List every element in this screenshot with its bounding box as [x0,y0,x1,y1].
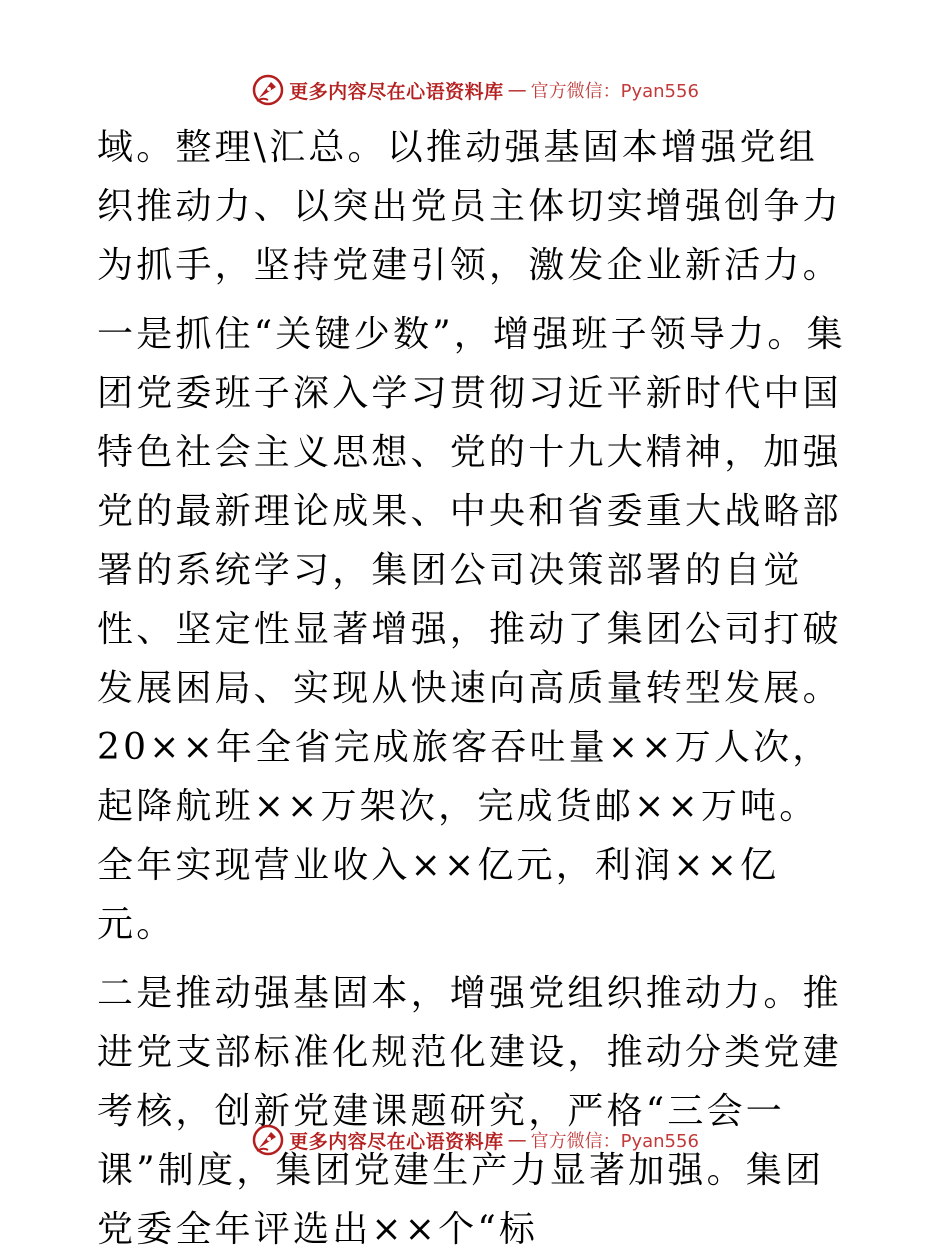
paragraph-3: 二是推动强基固本，增强党组织推动力。推进党支部标准化规范化建设，推动分类党建考核，创新党建课题研究，严格“三会一课”制度，集团党建生产力显著加强。集团党委全年评选出××个“标 [97,973,842,1250]
header-separator: — [507,79,527,101]
paragraph-1: 域。整理\汇总。以推动强基固本增强党组织推动力、以突出党员主体切实增强创争力为抓手，坚持党建引领，激发企业新活力。 [97,127,842,286]
pen-nib-circle-icon [251,1123,285,1157]
footer-separator: — [507,1129,527,1151]
header-banner [0,70,950,110]
header-contact-text: 官方微信：Pyan556 [530,81,699,102]
pen-nib-circle-icon [251,73,285,107]
document-body [97,118,857,1259]
header-site-text: 更多内容尽在心语资料库 [289,80,504,103]
footer-contact-text: 官方微信：Pyan556 [530,1131,699,1152]
footer-site-text: 更多内容尽在心语资料库 [289,1130,504,1153]
paragraph-2: 一是抓住“关键少数”，增强班子领导力。集团党委班子深入学习贯彻习近平新时代中国特色社会主义思想、党的十九大精神，加强党的最新理论成果、中央和省委重大战略部署的系统学习，集团公司决策部署的自觉性、坚定性显著增强，推动了集团公司打破发展困局、实现从快速向高质量转型发展。20××年全省完成旅客吞吐量××万人次，起降航班××万架次，完成货邮××万吨。全年实现营业收入××亿元，利润××亿元。 [97,314,846,945]
footer-banner [0,1120,950,1160]
